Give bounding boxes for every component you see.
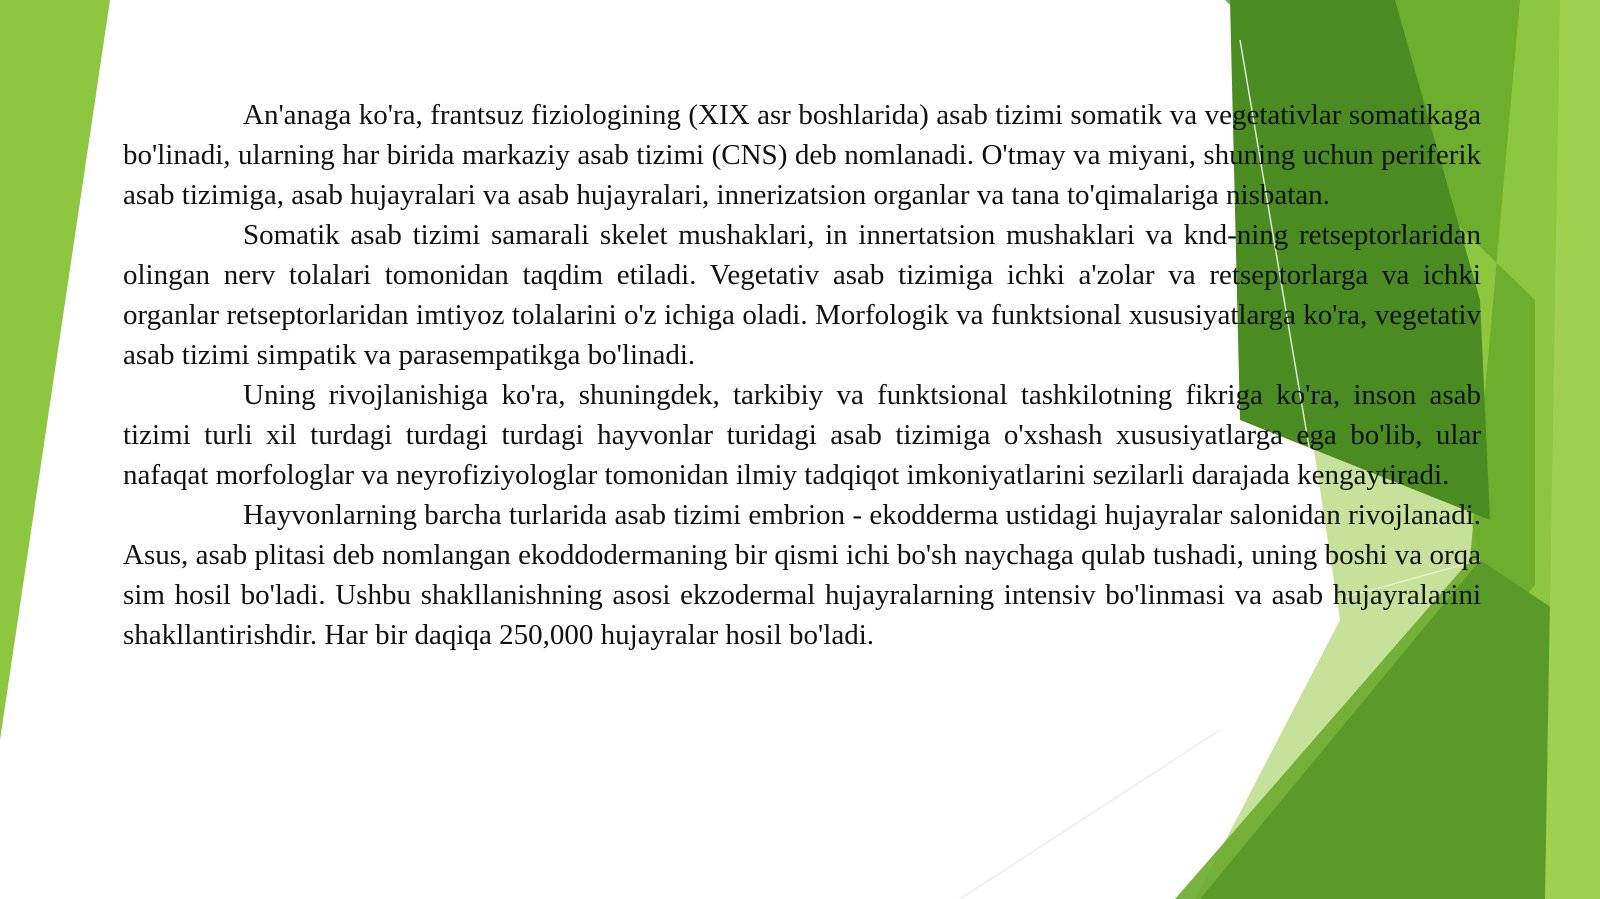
- paragraph: An'anaga ko'ra, frantsuz fiziologining (XIX asr boshlarida) asab tizimi somatik va vegetativlar somatikaga bo'linadi, ularning har birida markaziy asab tizimi (CNS) deb nomlanadi. O'tmay va miyani, shuning uchun periferik asab tizimiga, asab hujayralari va asab hujayralari, innerizatsion organlar va tana to'qimalariga nisbatan.: [123, 99, 1481, 211]
- paragraph: Hayvonlarning barcha turlarida asab tizimi embrion - ekodderma ustidagi hujayralar salonidan rivojlanadi. Asus, asab plitasi deb nomlangan ekoddodermaning bir qismi ichi bo'sh naychaga qulab tushadi, uning boshi va orqa sim hosil bo'ladi. Ushbu shakllanishning asosi ekzodermal hujayralarning intensiv bo'linmasi va asab hujayralarini shakllantirishdir. Har bir daqiqa 250,000 hujayralar hosil bo'ladi.: [123, 499, 1481, 651]
- paragraph: Somatik asab tizimi samarali skelet mushaklari, in innertatsion mushaklari va knd-ning retseptorlaridan olingan nerv tolalari tomonidan taqdim etiladi. Vegetativ asab tizimiga ichki a'zolar va retseptorlarga va ichki organlar retseptorlaridan imtiyoz tolalarini o'z ichiga oladi. Morfologik va funktsional xususiyatlarga ko'ra, vegetativ asab tizimi simpatik va parasempatikga bo'linadi.: [123, 219, 1481, 371]
- accent-line-3: [960, 730, 1220, 899]
- slide-body-text: [123, 95, 1481, 655]
- paragraph: Uning rivojlanishiga ko'ra, shuningdek, tarkibiy va funktsional tashkilotning fikriga ko'ra, inson asab tizimi turli xil turdagi turdagi turdagi hayvonlar turidagi asab tizimiga o'xshash xususiyatlarga ega bo'lib, ular nafaqat morfologlar va neyrofiziyologlar tomonidan ilmiy tadqiqot imkoniyatlarini sezilarli darajada kengaytiradi.: [123, 379, 1481, 491]
- left-green-triangle: [0, 0, 110, 740]
